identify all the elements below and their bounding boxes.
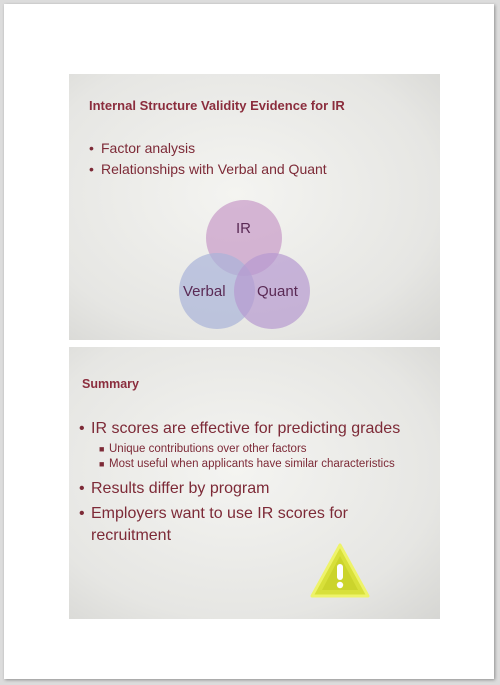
- bullet-marker: •: [79, 480, 85, 497]
- slide-title: Internal Structure Validity Evidence for IR: [89, 98, 345, 113]
- sub-bullet-text: Unique contributions over other factors: [109, 443, 307, 455]
- bullet-marker: •: [89, 140, 94, 156]
- list-item: [89, 161, 327, 182]
- sub-bullet-marker: ■: [99, 444, 105, 454]
- list-item: [79, 503, 359, 547]
- bullet-text: Results differ by program: [91, 480, 270, 497]
- sub-list-item: [79, 443, 400, 455]
- slide-title: Summary: [82, 377, 139, 391]
- bullet-text: Employers want to use IR scores for recruitment: [91, 505, 348, 544]
- venn-label-ir: IR: [236, 220, 251, 237]
- sub-bullet-marker: ■: [99, 459, 105, 469]
- venn-diagram: [174, 196, 324, 334]
- bullet-marker: •: [89, 161, 94, 177]
- bullet-list: [79, 415, 400, 547]
- list-item: [89, 140, 327, 161]
- bullet-text: Factor analysis: [101, 140, 196, 156]
- sub-bullet-text: Most useful when applicants have similar characteristics: [109, 458, 395, 470]
- bullet-text: Relationships with Verbal and Quant: [101, 161, 327, 177]
- slide-summary: [69, 347, 440, 619]
- venn-label-verbal: Verbal: [183, 283, 226, 300]
- bullet-list: [89, 140, 327, 182]
- list-item: [79, 478, 400, 500]
- warning-icon: [309, 542, 371, 600]
- bullet-marker: •: [79, 420, 85, 437]
- sub-list-item: [79, 458, 400, 470]
- bullet-marker: •: [79, 505, 85, 522]
- photo-frame: [4, 4, 494, 679]
- slide-validity-evidence: [69, 74, 440, 340]
- venn-label-quant: Quant: [257, 283, 298, 300]
- bullet-text: IR scores are effective for predicting grades: [91, 420, 401, 437]
- list-item: [79, 418, 400, 440]
